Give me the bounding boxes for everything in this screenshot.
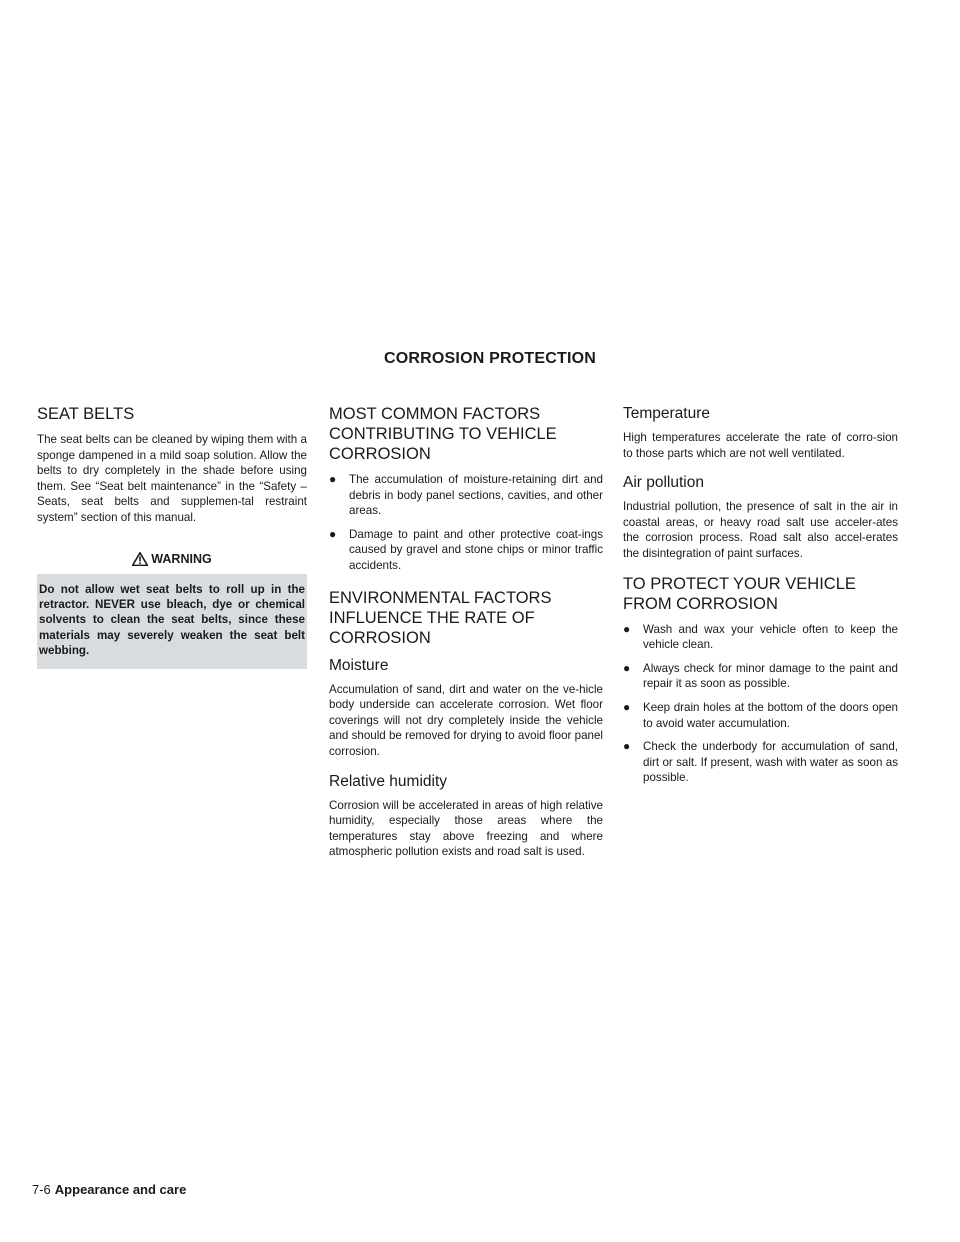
warning-label: WARNING <box>151 551 212 566</box>
column-factors <box>329 404 603 872</box>
factors-heading: MOST COMMON FACTORS CONTRIBUTING TO VEHICLE CORROSION <box>329 405 557 463</box>
bullet-icon: ● <box>623 699 631 714</box>
list-item <box>623 622 898 653</box>
bullet-icon: ● <box>623 660 631 675</box>
bullet-icon: ● <box>623 739 631 754</box>
temperature-body: High temperatures accelerate the rate of corro-sion to those parts which are not well ventilated. <box>623 431 898 460</box>
list-item <box>329 472 603 519</box>
bullet-icon: ● <box>329 472 337 486</box>
protect-list <box>623 622 898 786</box>
environmental-heading: ENVIRONMENTAL FACTORS INFLUENCE THE RATE OF CORROSION <box>329 588 552 647</box>
seat-belts-body: The seat belts can be cleaned by wiping them with a sponge dampened in a mild soap solution. Allow the belts to dry completely in the shade before using them. See “Seat belt maintenance” in the “Safety – Seats, seat belts and supplemen-tal restraint system” section of this manual. <box>37 433 307 524</box>
air-pollution-body: Industrial pollution, the presence of salt in the air in coastal areas, or heavy road salt use acceler-ates the corrosion process. Road salt also accel-erates the disintegration of paint surfaces. <box>623 500 898 560</box>
page-footer <box>32 1182 186 1197</box>
protect-heading: TO PROTECT YOUR VEHICLE FROM CORROSION <box>623 574 856 613</box>
seat-belts-heading: SEAT BELTS <box>37 405 135 423</box>
moisture-body: Accumulation of sand, dirt and water on the ve-hicle body underside can accelerate corrosion. Wet floor coverings will not dry completely inside the vehicle and should be removed for drying to avoid floor panel corrosion. <box>329 682 603 758</box>
warning-header <box>37 544 307 574</box>
humidity-heading: Relative humidity <box>329 772 448 790</box>
list-item-text: Check the underbody for accumulation of sand, dirt or salt. If present, wash with water as soon as possible. <box>643 740 898 785</box>
warning-box <box>37 544 307 669</box>
page-number: 7-6 <box>32 1182 51 1197</box>
column-seat-belts <box>37 404 307 669</box>
warning-icon <box>132 552 148 566</box>
list-item <box>623 700 898 731</box>
list-item-text: Wash and wax your vehicle often to keep the vehicle clean. <box>643 622 898 652</box>
list-item <box>623 661 898 692</box>
warning-text: Do not allow wet seat belts to roll up in the retractor. NEVER use bleach, dye or chemical solvents to clean the seat belts, since these materials may severely weaken the seat belt webbing. <box>39 582 305 658</box>
list-item-text: Always check for minor damage to the paint and repair it as soon as possible. <box>643 661 898 691</box>
bullet-icon: ● <box>329 526 337 541</box>
temperature-heading: Temperature <box>623 405 711 422</box>
chapter-title: CORROSION PROTECTION <box>384 350 597 367</box>
bullet-icon: ● <box>623 621 631 636</box>
footer-section: Appearance and care <box>54 1182 187 1197</box>
list-item-text: The accumulation of moisture-retaining dirt and debris in body panel sections, cavities, and other areas. <box>349 473 603 518</box>
humidity-body: Corrosion will be accelerated in areas of high relative humidity, especially those areas where the temperatures stay above freezing and where atmospheric pollution exists and road salt is used. <box>329 798 603 859</box>
list-item <box>623 739 898 786</box>
list-item-text: Damage to paint and other protective coat-ings caused by gravel and stone chips or minor traffic accidents. <box>349 527 603 572</box>
column-conditions <box>623 404 898 800</box>
factors-list <box>329 472 603 574</box>
moisture-heading: Moisture <box>329 656 389 674</box>
list-item <box>329 527 603 574</box>
air-pollution-heading: Air pollution <box>623 474 704 492</box>
list-item-text: Keep drain holes at the bottom of the doors open to avoid water accumulation. <box>643 700 898 730</box>
